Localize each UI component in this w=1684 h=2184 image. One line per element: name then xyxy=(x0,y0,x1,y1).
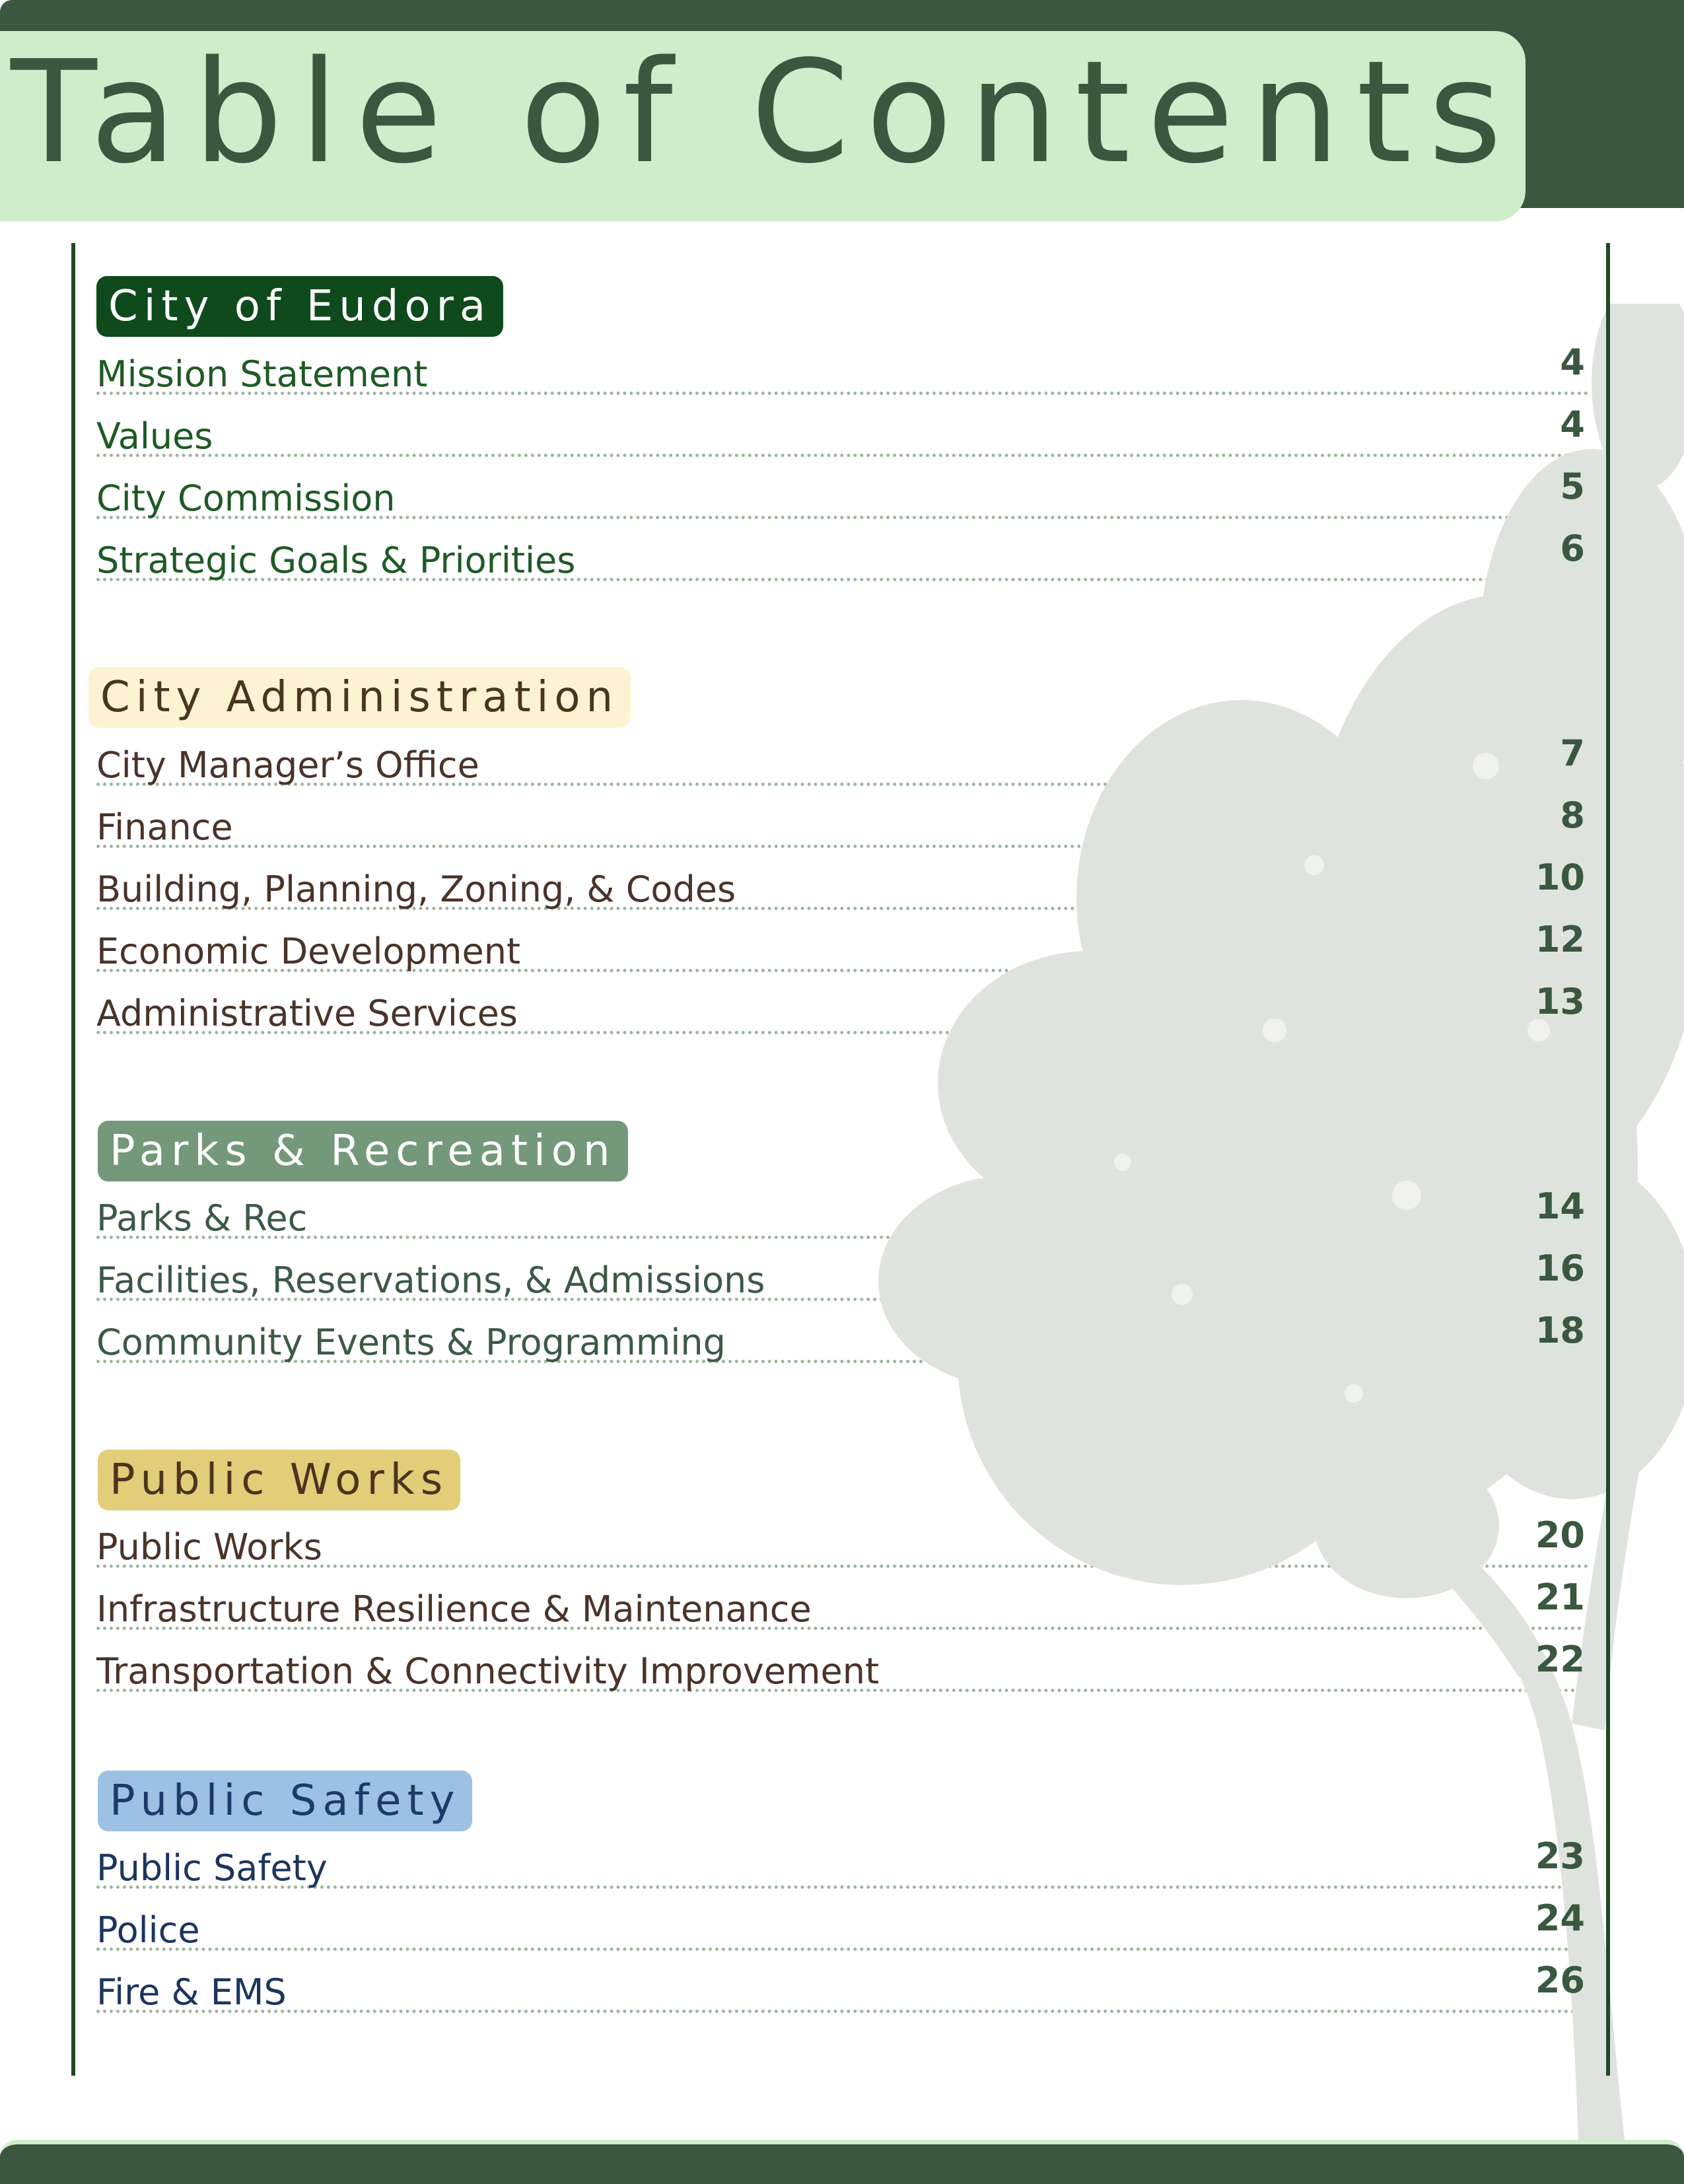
entry-title: Strategic Goals & Priorities xyxy=(96,540,576,581)
toc-entry[interactable] xyxy=(96,1310,1589,1370)
leader-dots xyxy=(96,1948,1589,1951)
toc-entry[interactable] xyxy=(96,1897,1589,1957)
entry-title: Facilities, Reservations, & Admissions xyxy=(96,1259,765,1301)
entry-title: Public Works xyxy=(96,1526,322,1568)
entry-title: City Commission xyxy=(96,477,396,519)
entry-page-number: 20 xyxy=(1535,1514,1585,1556)
entry-title: City Manager’s Office xyxy=(96,744,479,786)
entry-page-number: 14 xyxy=(1535,1185,1585,1227)
toc-entry[interactable] xyxy=(96,341,1589,402)
entry-title: Transportation & Connectivity Improvement xyxy=(96,1650,880,1692)
toc-entry[interactable] xyxy=(96,1959,1589,2020)
section-label-public-safety: Public Safety xyxy=(98,1771,472,1831)
entry-title: Values xyxy=(96,415,213,457)
entry-page-number: 24 xyxy=(1535,1897,1585,1939)
toc-entry[interactable] xyxy=(96,1576,1589,1637)
section-label-parks-recreation: Parks & Recreation xyxy=(98,1121,628,1181)
entry-page-number: 10 xyxy=(1535,857,1585,898)
entry-title: Administrative Services xyxy=(96,993,518,1034)
leader-dots xyxy=(96,454,1589,457)
entry-page-number: 5 xyxy=(1560,466,1585,507)
entry-page-number: 12 xyxy=(1535,919,1585,960)
toc-entry[interactable] xyxy=(96,794,1589,855)
entry-page-number: 16 xyxy=(1535,1248,1585,1289)
entry-title: Police xyxy=(96,1909,200,1951)
section-label-public-works: Public Works xyxy=(98,1450,460,1510)
leader-dots xyxy=(96,1236,1589,1239)
toc-entry[interactable] xyxy=(96,528,1589,588)
section-label-city-of-eudora: City of Eudora xyxy=(96,276,503,337)
entry-page-number: 23 xyxy=(1535,1835,1585,1877)
footer-band xyxy=(0,2140,1684,2184)
entry-page-number: 4 xyxy=(1560,404,1585,445)
entry-title: Mission Statement xyxy=(96,353,428,395)
entry-page-number: 7 xyxy=(1560,732,1585,774)
toc-entry[interactable] xyxy=(96,1514,1589,1574)
entry-title: Building, Planning, Zoning, & Codes xyxy=(96,868,736,910)
page-title: Table of Contents xyxy=(11,30,1519,195)
toc-entry[interactable] xyxy=(96,1638,1589,1699)
entry-title: Finance xyxy=(96,806,233,848)
entry-title: Public Safety xyxy=(96,1847,328,1889)
toc-entry[interactable] xyxy=(96,1835,1589,1895)
entry-title: Parks & Rec xyxy=(96,1197,308,1239)
toc-entry[interactable] xyxy=(96,1185,1589,1246)
toc-entry[interactable] xyxy=(96,1248,1589,1308)
leader-dots xyxy=(96,845,1589,848)
entry-title: Economic Development xyxy=(96,931,521,972)
section-label-city-administration: City Administration xyxy=(88,667,631,728)
toc-entry[interactable] xyxy=(96,466,1589,526)
entry-page-number: 6 xyxy=(1560,528,1585,569)
entry-title: Infrastructure Resilience & Maintenance xyxy=(96,1588,812,1630)
toc-entry[interactable] xyxy=(96,857,1589,917)
toc-entry[interactable] xyxy=(96,404,1589,464)
entry-page-number: 4 xyxy=(1560,341,1585,383)
entry-page-number: 22 xyxy=(1535,1638,1585,1680)
entry-page-number: 13 xyxy=(1535,981,1585,1022)
entry-page-number: 8 xyxy=(1560,794,1585,836)
entry-title: Community Events & Programming xyxy=(96,1321,726,1363)
leader-dots xyxy=(96,2010,1589,2013)
toc-entry[interactable] xyxy=(96,732,1589,793)
entry-title: Fire & EMS xyxy=(96,1971,287,2013)
entry-page-number: 26 xyxy=(1535,1959,1585,2001)
toc-entry[interactable] xyxy=(96,919,1589,979)
entry-page-number: 18 xyxy=(1535,1310,1585,1351)
entry-page-number: 21 xyxy=(1535,1576,1585,1618)
toc-entry[interactable] xyxy=(96,981,1589,1041)
